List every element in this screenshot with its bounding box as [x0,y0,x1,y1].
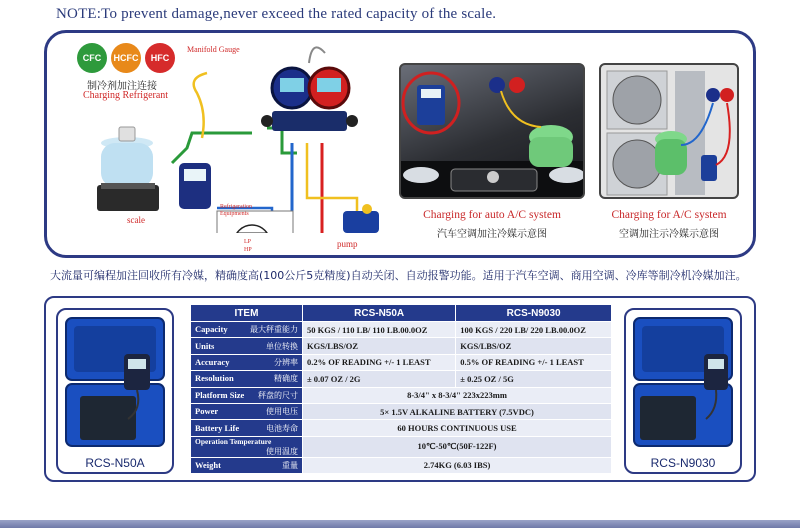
spec-row-accuracy [191,354,612,370]
accuracy-n50a: 0.2% OF READING +/- 1 LEAST [303,354,456,370]
product-description: 大流量可编程加注回收所有冷媒，精确度高(100公斤5克精度)自动关闭、自动报警功能。适用于汽车空调、商用空调、冷库等制冷机冷媒加注。 [50,269,747,282]
car-illustration [401,65,585,199]
weight-label [191,457,303,473]
platform-size-label-en: Platform Size [195,389,245,400]
scale-label: scale [127,215,145,225]
weight-value: 2.74KG (6.03 IBS) [303,457,612,473]
weight-label-zh: 重量 [282,460,298,470]
hp-label: HP [244,247,252,253]
accuracy-n9030: 0.5% OF READING +/- 1 LEAST [456,354,612,370]
manifold-gauge-label: Manifold Gauge [187,45,240,54]
charging-diagram-panel [44,30,756,258]
accuracy-label [191,354,303,370]
ac-unit-illustration [601,65,739,199]
capacity-n9030: 100 KGS / 220 LB/ 220 LB.00.0OZ [456,322,612,338]
lp-label: LP [244,239,252,245]
platform-size-label [191,387,303,403]
rcs-n9030-case-image [626,314,740,454]
spec-row-capacity [191,322,612,338]
ac-system-caption-en: Charging for A/C system [611,209,727,221]
item-header: ITEM [191,305,303,322]
ac-system-caption-cn: 空调加注示冷媒示意图 [619,229,719,240]
units-label-zh: 单位转换 [266,341,298,351]
power-label-en: Power [195,406,219,417]
spec-row-weight [191,457,612,473]
battery-life-value: 60 HOURS CONTINUOUS USE [303,420,612,436]
rcs-n50a-header: RCS-N50A [303,305,456,322]
platform-size-label-zh: 秤盘的尺寸 [258,390,298,400]
hcfc-badge: HCFC [111,43,141,73]
capacity-n50a: 50 KGS / 110 LB/ 110 LB.00.0OZ [303,322,456,338]
auto-ac-caption-cn: 汽车空调加注冷媒示意图 [437,229,547,240]
capacity-label-en: Capacity [195,324,228,335]
capacity-label-zh: 最大秤重能力 [250,325,298,335]
spec-row-power [191,403,612,419]
spec-row-resolution [191,371,612,387]
units-n50a: KGS/LBS/OZ [303,338,456,354]
battery-life-label-zh: 电池寿命 [266,423,298,433]
note-text: NOTE:To prevent damage,never exceed the rated capacity of the scale. [56,6,497,22]
capacity-label [191,322,303,338]
platform-size-value: 8-3/4" x 8-3/4" 223x223mm [303,387,612,403]
battery-life-label [191,420,303,436]
operation-temperature-label-zh: 使用温度 [266,446,298,456]
rcs-n9030-label: RCS-N9030 [650,456,716,470]
refrigerant-en-label: Charging Refrigerant [83,90,169,101]
auto-ac-photo [399,63,585,199]
accuracy-label-zh: 分辨率 [274,357,298,367]
power-value: 5× 1.5V ALKALINE BATTERY (7.5VDC) [303,403,612,419]
auto-ac-caption-en: Charging for auto A/C system [423,209,561,221]
cfc-badge: CFC [77,43,107,73]
operation-temperature-label-en: Operation Temperature [195,436,272,446]
power-label [191,403,303,419]
units-label-en: Units [195,340,215,351]
battery-life-label-en: Battery Life [195,422,240,433]
units-n9030: KGS/LBS/OZ [456,338,612,354]
charging-schematic [67,33,417,233]
hfc-badge: HFC [145,43,175,73]
spec-row-operation-temperature [191,436,612,457]
product-rcs-n50a [56,308,174,474]
accuracy-label-en: Accuracy [195,356,230,367]
product-rcs-n9030 [624,308,742,474]
spec-row-platform-size [191,387,612,403]
rcs-n50a-case-image [58,314,172,454]
spec-header-row [191,305,612,322]
footer-bar [0,520,800,528]
resolution-label-zh: 精确度 [274,374,298,384]
operation-temperature-value: 10℃-50℃(50F-122F) [303,436,612,457]
equipment-label: Refrigeration Equipments [220,204,252,217]
resolution-n9030: ± 0.25 OZ / 5G [456,371,612,387]
spec-row-units [191,338,612,354]
resolution-n50a: ± 0.07 OZ / 2G [303,371,456,387]
weight-label-en: Weight [195,459,221,470]
operation-temperature-label [191,436,303,457]
resolution-label [191,371,303,387]
spec-row-battery-life [191,420,612,436]
pump-label: pump [337,239,358,249]
power-label-zh: 使用电压 [266,407,298,417]
ac-system-photo [599,63,739,199]
units-label [191,338,303,354]
resolution-label-en: Resolution [195,373,234,384]
refrigerant-cn-label: 制冷剂加注连接 [87,81,157,92]
spec-table [190,304,612,474]
rcs-n50a-label: RCS-N50A [85,456,145,470]
rcs-n9030-header: RCS-N9030 [456,305,612,322]
